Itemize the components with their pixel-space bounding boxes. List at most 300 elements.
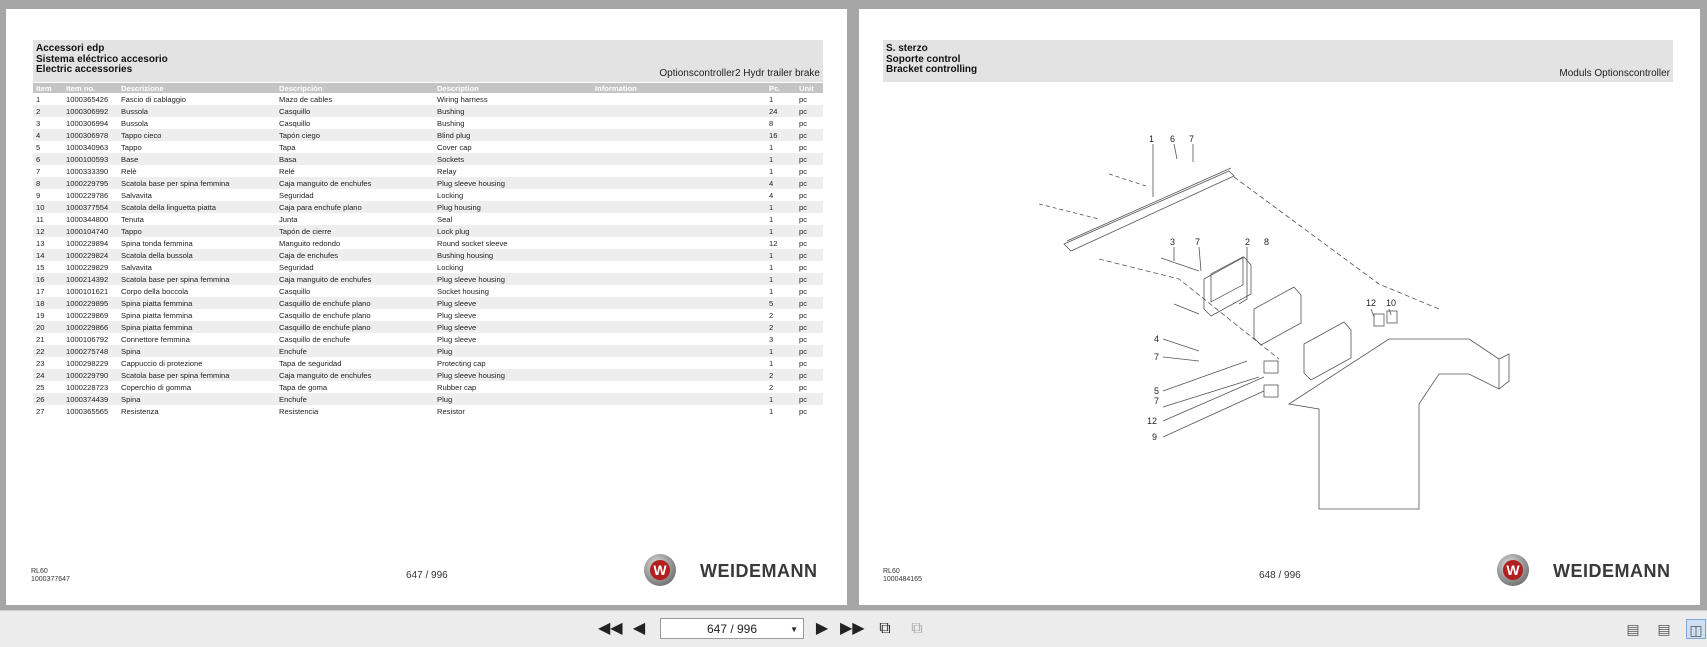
table-cell: Plug sleeve housing [434,177,592,189]
table-row [33,285,823,297]
table-cell: 3 [769,334,774,344]
two-page-view-button[interactable] [1686,619,1706,639]
table-cell: 15 [36,262,45,272]
table-row [33,213,823,225]
table-cell: 1 [766,249,796,261]
frame-side [1499,354,1509,389]
prev-page-icon: ◀ [632,620,646,637]
table-cell: 9 [36,190,41,200]
table-cell [592,273,766,285]
table-cell: Fascio di cablaggio [121,94,187,104]
column-header: Item no. [63,83,118,93]
table-cell: 14 [33,249,63,261]
table-cell: Scatola della linguetta piatta [118,201,276,213]
table-cell: Caja manguito de enchufes [276,369,434,381]
table-cell: 10 [33,201,63,213]
table-cell: pc [799,286,808,296]
table-cell: 1000306994 [66,118,109,128]
table-cell: Spina piatta femmina [121,310,193,320]
table-cell: 1000374439 [63,393,118,405]
table-cell: Junta [279,214,298,224]
table-cell: 1000229829 [66,262,109,272]
table-row [33,297,823,309]
table-cell: 1000377554 [63,201,118,213]
table-cell: 1000104740 [63,225,118,237]
table-cell: 26 [33,393,63,405]
table-cell: Caja para enchufe plano [276,201,434,213]
table-cell: Caja manguito de enchufes [276,273,434,285]
page-number-value: 647 / 996 [706,622,758,636]
next-page-icon: ▶ [815,620,829,637]
footer-code: 1000484165 [883,576,922,583]
continuous-view-button[interactable] [1654,619,1674,639]
table-cell: Resistor [437,406,465,416]
header-subtitle: Moduls Optionscontroller [1559,68,1670,79]
bolt-part [1161,258,1199,271]
chevron-down-icon[interactable]: ▼ [790,625,798,634]
table-cell: pc [799,238,808,248]
table-cell: Bushing [437,118,465,128]
table-cell: 3 [36,118,41,128]
table-cell: Tapa de goma [279,382,328,392]
callout: 6 [1170,134,1176,144]
table-row [33,117,823,129]
callout: 7 [1189,134,1195,144]
table-cell: pc [796,105,823,117]
first-page-icon: ◀◀ [598,620,623,637]
footer-info [883,568,922,584]
plug-part [1374,314,1384,326]
table-cell: Salvavita [121,262,152,272]
table-cell: 1000229795 [63,177,118,189]
table-cell [592,177,766,189]
table-cell: 4 [33,129,63,141]
table-cell: Sockets [434,153,592,165]
table-cell: Manguito redondo [279,238,341,248]
table-cell: 1000306978 [63,129,118,141]
table-row [33,177,823,189]
go-forward-view-icon: ⧉ [911,620,923,637]
table-cell: Coperchio di gomma [121,382,192,392]
table-cell: Bussola [121,118,149,128]
table-cell: Scatola base per spina femmina [118,273,276,285]
table-cell: Tapón de cierre [276,225,434,237]
table-cell: Plug sleeve [437,334,477,344]
table-cell: 5 [36,142,41,152]
table-cell: 1 [766,201,796,213]
table-cell: 19 [36,310,45,320]
table-cell [592,237,766,249]
controller-module-3 [1304,322,1351,380]
callout: 8 [1264,237,1270,247]
table-cell: Wiring harness [437,94,488,104]
table-cell: Corpo della boccola [121,286,189,296]
table-cell [592,309,766,321]
table-cell: 6 [33,153,63,165]
table-cell [592,165,766,177]
table-cell: Caja de enchufes [276,249,434,261]
table-cell: 1000228723 [66,382,109,392]
single-page-view-button[interactable] [1623,619,1643,639]
table-cell: 13 [36,238,45,248]
table-cell: 24 [33,369,63,381]
table-cell: 1 [769,262,774,272]
column-header: Unit [796,83,823,93]
table-cell: Seguridad [279,190,314,200]
continuous-page-icon: ▤ [1657,621,1671,637]
logo-emblem [644,554,676,586]
table-cell: Bushing housing [434,249,592,261]
table-cell: Tappo [121,142,142,152]
callout: 7 [1154,396,1160,406]
table-cell: pc [799,382,808,392]
table-row [33,309,823,321]
bracket-rail [1064,171,1234,251]
table-cell: 2 [769,310,774,320]
table-cell: 8 [769,118,774,128]
single-page-icon: ▤ [1626,621,1640,637]
axis-line-lower [1099,259,1279,359]
logo-letter: W [1503,560,1523,580]
table-cell: 1000365565 [66,406,109,416]
table-cell: 1000100593 [63,153,118,165]
last-page-icon: ▶▶ [840,620,865,637]
footer-code: 1000377647 [31,576,70,583]
table-cell: 1000275748 [63,345,118,357]
table-cell: 1 [766,393,796,405]
table-row [33,381,823,393]
table-cell: Spina piatta femmina [118,321,276,333]
table-cell: 24 [766,105,796,117]
go-back-view-icon: ⧉ [879,620,891,637]
column-header: Information [592,83,766,93]
table-cell: Casquillo [279,286,311,296]
table-cell: 1000101621 [66,286,109,296]
table-cell: pc [796,225,823,237]
table-cell [592,261,766,273]
header-title-it: Accessori edp [36,43,105,54]
table-cell: 20 [33,321,63,333]
table-cell: 1 [766,225,796,237]
table-cell: 1000229894 [66,238,109,248]
document-page-left [6,9,847,605]
callout: 12 [1147,416,1158,426]
prev-page-button[interactable] [628,619,650,639]
page-number: 648 / 996 [1259,570,1301,581]
table-cell: pc [796,321,823,333]
table-row [33,369,823,381]
table-cell: Casquillo de enchufe plano [279,310,371,320]
table-cell: Locking [437,190,464,200]
table-row [33,189,823,201]
table-cell: Spina tonda femmina [121,238,193,248]
table-cell: pc [796,177,823,189]
column-header: Description [434,83,592,93]
relay-part [1264,361,1278,373]
table-row [33,93,823,105]
table-row [33,345,823,357]
table-cell [592,381,766,393]
table-cell: Lock plug [434,225,592,237]
table-cell: Enchufe [276,345,434,357]
table-cell [592,201,766,213]
table-row [33,237,823,249]
bolt-part [1174,304,1199,314]
callout: 7 [1195,237,1201,247]
table-cell [592,141,766,153]
footer-model: RL60 [31,568,48,575]
table-cell: 2 [766,321,796,333]
table-cell: Plug sleeve [434,297,592,309]
table-cell: Cover cap [437,142,472,152]
table-row [33,273,823,285]
table-cell: 2 [766,369,796,381]
table-cell: pc [796,249,823,261]
table-cell: Tappo [118,225,276,237]
callout: 10 [1386,298,1397,308]
table-cell: 12 [33,225,63,237]
column-header: Descripción [276,83,434,93]
table-cell: 22 [33,345,63,357]
table-cell: Plug housing [434,201,592,213]
table-cell: 5 [766,297,796,309]
page-number-input[interactable] [660,618,804,639]
callout: 7 [1154,352,1160,362]
first-page-button[interactable] [598,619,623,639]
table-cell [592,225,766,237]
table-row [33,201,823,213]
go-forward-view-button[interactable] [906,619,928,639]
table-header-row [33,83,823,93]
table-cell: Scatola base per spina femmina [118,177,276,189]
table-cell: 1 [769,214,774,224]
table-cell: 1 [766,153,796,165]
exploded-view-drawing [859,9,1700,605]
table-cell: Scatola della bussola [118,249,276,261]
table-cell: Enchufe [276,393,434,405]
last-page-button[interactable] [840,619,865,639]
table-row [33,249,823,261]
table-cell [592,285,766,297]
table-cell: 12 [769,238,778,248]
table-cell: Rubber cap [437,382,477,392]
table-cell: pc [796,153,823,165]
table-cell: pc [799,334,808,344]
logo-letter: W [650,560,670,580]
logo-wordmark: WEIDEMANN [700,561,818,581]
table-row [33,129,823,141]
brand-logo [644,553,834,589]
table-cell: 1000229824 [63,249,118,261]
table-cell [592,189,766,201]
table-cell: Resistenza [121,406,159,416]
table-cell: Casquillo [276,105,434,117]
table-cell: 7 [36,166,41,176]
callout: 9 [1152,432,1158,442]
table-cell: pc [796,297,823,309]
table-cell [592,249,766,261]
table-cell: pc [799,214,808,224]
table-cell: Casquillo de enchufe plano [276,297,434,309]
table-cell: pc [796,369,823,381]
table-row [33,141,823,153]
table-cell: pc [799,118,808,128]
header-title-it: S. sterzo [886,43,928,54]
table-cell: Plug [434,345,592,357]
table-cell: pc [799,142,808,152]
frame [1289,339,1499,509]
table-row [33,393,823,405]
table-cell: Tapa [279,142,296,152]
table-cell: Casquillo de enchufe [279,334,350,344]
table-cell: Bussola [118,105,276,117]
table-cell [592,405,766,417]
table-cell: Relè [121,166,137,176]
table-cell: Salvavita [121,190,152,200]
table-cell: 1 [769,358,774,368]
column-header: Descrizione [118,83,276,93]
table-cell: Tapón ciego [276,129,434,141]
table-cell: Plug sleeve housing [434,369,592,381]
table-cell: Basa [276,153,434,165]
table-row [33,105,823,117]
table-cell: Caja manguito de enchufes [276,177,434,189]
controller-module-2 [1254,287,1301,345]
table-cell: pc [796,393,823,405]
table-cell: 16 [766,129,796,141]
table-cell: Cappuccio di protezione [121,358,203,368]
table-cell: 27 [36,406,45,416]
table-cell: 1000306992 [63,105,118,117]
table-cell: 1000229790 [63,369,118,381]
table-row [33,261,823,273]
column-header: Pc. [766,83,796,93]
table-cell [592,153,766,165]
table-cell: 1000229869 [66,310,109,320]
table-cell: 1 [766,345,796,357]
table-cell [592,129,766,141]
table-cell: pc [796,201,823,213]
logo-wordmark: WEIDEMANN [1553,561,1671,581]
table-cell [592,357,766,369]
page-number: 647 / 996 [406,570,448,581]
table-cell: 1000229895 [63,297,118,309]
viewer-toolbar [0,610,1707,647]
table-cell [592,321,766,333]
table-cell: Seal [437,214,453,224]
document-page-right [859,9,1700,605]
footer-model: RL60 [883,568,900,575]
table-cell: Locking [437,262,464,272]
callout: 5 [1154,386,1160,396]
next-page-button[interactable] [811,619,833,639]
callout: 4 [1154,334,1160,344]
table-cell [592,105,766,117]
logo-emblem [1497,554,1529,586]
table-cell [592,117,766,129]
table-cell: Tenuta [121,214,144,224]
table-cell [592,393,766,405]
table-row [33,405,823,417]
table-cell: 1 [36,94,41,104]
table-cell: 25 [36,382,45,392]
table-cell: Blind plug [434,129,592,141]
plug-part [1387,311,1397,323]
table-row [33,333,823,345]
table-cell: 8 [33,177,63,189]
table-row [33,321,823,333]
table-cell: Plug sleeve [437,310,477,320]
table-cell [592,333,766,345]
table-cell: pc [799,262,808,272]
header-title-en: Bracket controlling [886,64,978,75]
go-back-view-button[interactable] [874,619,896,639]
table-cell: 21 [36,334,45,344]
table-cell: pc [799,94,808,104]
table-cell [592,93,766,105]
column-header: Item [33,83,63,93]
table-cell: Plug [434,393,592,405]
table-cell: 1000365426 [66,94,109,104]
table-cell: Plug sleeve [434,321,592,333]
table-cell: 16 [33,273,63,285]
table-cell: 11 [36,214,44,224]
table-cell: pc [796,129,823,141]
table-cell: 23 [36,358,45,368]
table-cell: Tapa de seguridad [279,358,342,368]
table-row [33,165,823,177]
callout: 2 [1245,237,1251,247]
table-cell: 1000340963 [66,142,109,152]
table-cell: Relay [437,166,457,176]
table-cell: 1 [769,166,774,176]
table-cell: Tappo cieco [118,129,276,141]
callout: 1 [1149,134,1155,144]
table-cell: 1000344800 [66,214,109,224]
callout: 12 [1366,298,1377,308]
header-title-es: Soporte control [886,54,961,65]
header-subtitle: Optionscontroller2 Hydr trailer brake [659,68,820,79]
table-cell: Relé [279,166,295,176]
parts-table [33,83,823,417]
table-cell: Spina [118,345,276,357]
table-cell: Connettore femmina [121,334,190,344]
table-cell: 1000214392 [63,273,118,285]
table-cell: 1000106792 [66,334,109,344]
table-cell: 18 [33,297,63,309]
table-cell: 1 [769,94,774,104]
table-cell: Bushing [434,105,592,117]
brand-logo [1497,553,1687,589]
table-cell: 4 [766,177,796,189]
table-cell: 2 [33,105,63,117]
table-cell: Round socket sleeve [437,238,508,248]
table-row [33,357,823,369]
table-cell: Spina piatta femmina [118,297,276,309]
table-cell: 1000229866 [63,321,118,333]
table-cell: Casquillo de enchufe plano [276,321,434,333]
table-cell: pc [799,358,808,368]
table-cell: Spina [118,393,276,405]
table-cell: 1000229786 [66,190,109,200]
table-cell: Protecting cap [437,358,486,368]
table-cell: pc [799,310,808,320]
table-cell: pc [799,190,808,200]
socket-part [1264,385,1278,397]
page-header [33,40,823,82]
table-cell: pc [796,273,823,285]
header-title-en: Electric accessories [36,64,133,75]
